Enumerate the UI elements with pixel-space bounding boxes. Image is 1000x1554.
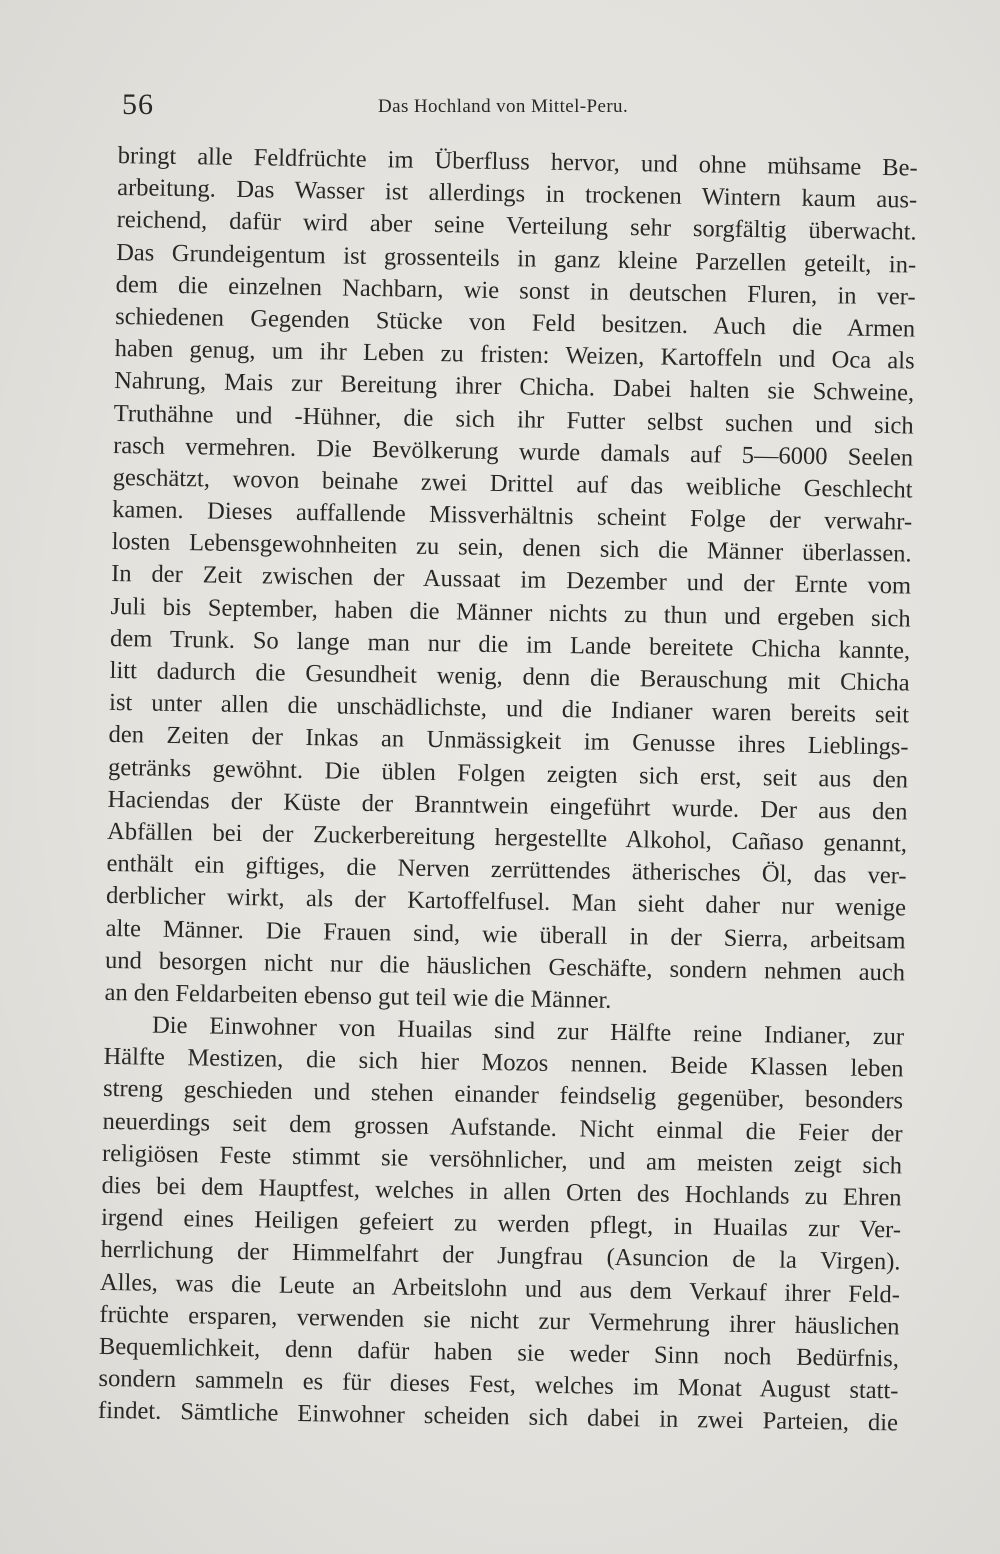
- text-line: den Zeiten der Inkas an Unmässigkeit im Genusse ihres Lieblings-: [108, 721, 909, 761]
- page-number: 56: [122, 88, 154, 121]
- text-line: sondern sammeln es für dieses Fest, welches im Monat August statt-: [98, 1364, 899, 1405]
- text-line: litt dadurch die Gesundheit wenig, denn die Berauschung mit Chicha: [109, 656, 910, 697]
- text-line: losten Lebensgewohnheiten zu sein, denen sich die Männer überlassen.: [111, 528, 912, 568]
- text-line: Juli bis September, haben die Männer nichts zu thun und ergeben sich: [110, 592, 911, 633]
- text-line: irgend eines Heiligen gefeiert zu werden pflegt, in Huailas zur Ver-: [100, 1204, 902, 1244]
- text-line: bringt alle Feldfrüchte im Überfluss hervor, und ohne mühsame Be-: [117, 141, 918, 182]
- text-line: neuerdings seit dem grossen Aufstande. Nicht einmal die Feier der: [102, 1107, 903, 1148]
- text-line: reichend, dafür wird aber seine Verteilung sehr sorgfältig überwacht.: [116, 206, 917, 246]
- text-line: In der Zeit zwischen der Aussaat im Dezember und der Ernte vom: [110, 560, 912, 600]
- text-line: kamen. Dieses auffallende Missverhältnis scheint Folge der verwahr-: [111, 496, 913, 536]
- text-line: Alles, was die Leute an Arbeitslohn und aus dem Verkauf ihrer Feld-: [99, 1268, 901, 1308]
- paragraph-end-line: an den Feldarbeiten ebenso gut teil wie die Männer.: [104, 978, 612, 1014]
- text-line: alte Männer. Die Frauen sind, wie überall in der Sierra, arbeitsam: [105, 914, 906, 954]
- text-line: früchte ersparen, verwenden sie nicht zur Vermehrung ihrer häuslichen: [99, 1300, 900, 1341]
- text-line: rasch vermehren. Die Bevölkerung wurde damals auf 5—6000 Seelen: [112, 431, 914, 472]
- text-line: dem die einzelnen Nachbarn, wie sonst in deutschen Fluren, in ver-: [115, 270, 916, 311]
- text-line: ist unter allen die unschädlichste, und die Indianer waren bereits seit: [108, 689, 910, 729]
- text-line: dies bei dem Hauptfest, welches in allen Orten des Hochlands zu Ehren: [101, 1171, 902, 1212]
- text-line: Truthähne und -Hühner, die sich ihr Futter selbst suchen und sich: [113, 399, 914, 440]
- text-line: Nahrung, Mais zur Bereitung ihrer Chicha. Dabei halten sie Schweine,: [114, 367, 915, 407]
- body-text: [98, 140, 918, 1440]
- text-line: Hälfte Mestizen, die sich hier Mozos nennen. Beide Klassen leben: [103, 1043, 904, 1083]
- text-line: derblicher wirkt, als der Kartoffelfusel. Man sieht daher nur wenige: [105, 882, 907, 922]
- running-title: Das Hochland von Mittel-Peru.: [378, 96, 629, 117]
- text-line: religiösen Feste stimmt sie versöhnlicher, und am meisten zeigt sich: [101, 1139, 903, 1180]
- text-line: schiedenen Gegenden Stücke von Feld besitzen. Auch die Armen: [115, 302, 916, 343]
- text-line: findet. Sämtliche Einwohner scheiden sich dabei in zwei Parteien, die: [97, 1397, 899, 1437]
- text-line: arbeitung. Das Wasser ist allerdings in trockenen Wintern kaum aus-: [117, 174, 918, 214]
- text-line: und besorgen nicht nur die häuslichen Geschäfte, sondern nehmen auch: [104, 946, 906, 987]
- text-line: getränks gewöhnt. Die üblen Folgen zeigten sich erst, seit aus den: [107, 753, 909, 794]
- text-line: Haciendas der Küste der Branntwein eingeführt wurde. Der aus den: [107, 785, 908, 826]
- text-line: dem Trunk. So lange man nur die im Lande bereitete Chicha kannte,: [109, 624, 911, 665]
- paragraph-start-line: Die Einwohner von Huailas sind zur Hälfte reine Indianer, zur: [151, 1011, 905, 1051]
- text-line: geschätzt, wovon beinahe zwei Drittel auf das weibliche Geschlecht: [112, 463, 913, 504]
- text-line: streng geschieden und stehen einander feindselig gegenüber, besonders: [102, 1075, 904, 1115]
- text-line: herrlichung der Himmelfahrt der Jungfrau (Asuncion de la Virgen).: [100, 1236, 901, 1276]
- text-line: Abfällen bei der Zuckerbereitung hergestellte Alkohol, Cañaso genannt,: [106, 817, 908, 858]
- text-line: haben genug, um ihr Leben zu fristen: Weizen, Kartoffeln und Oca als: [114, 335, 915, 375]
- text-line: Das Grundeigentum ist grossenteils in ganz kleine Parzellen geteilt, in-: [116, 238, 917, 279]
- text-line: Bequemlichkeit, denn dafür haben sie weder Sinn noch Bedürfnis,: [98, 1332, 900, 1373]
- text-line: enthält ein giftiges, die Nerven zerrüttendes ätherisches Öl, das ver-: [106, 850, 907, 890]
